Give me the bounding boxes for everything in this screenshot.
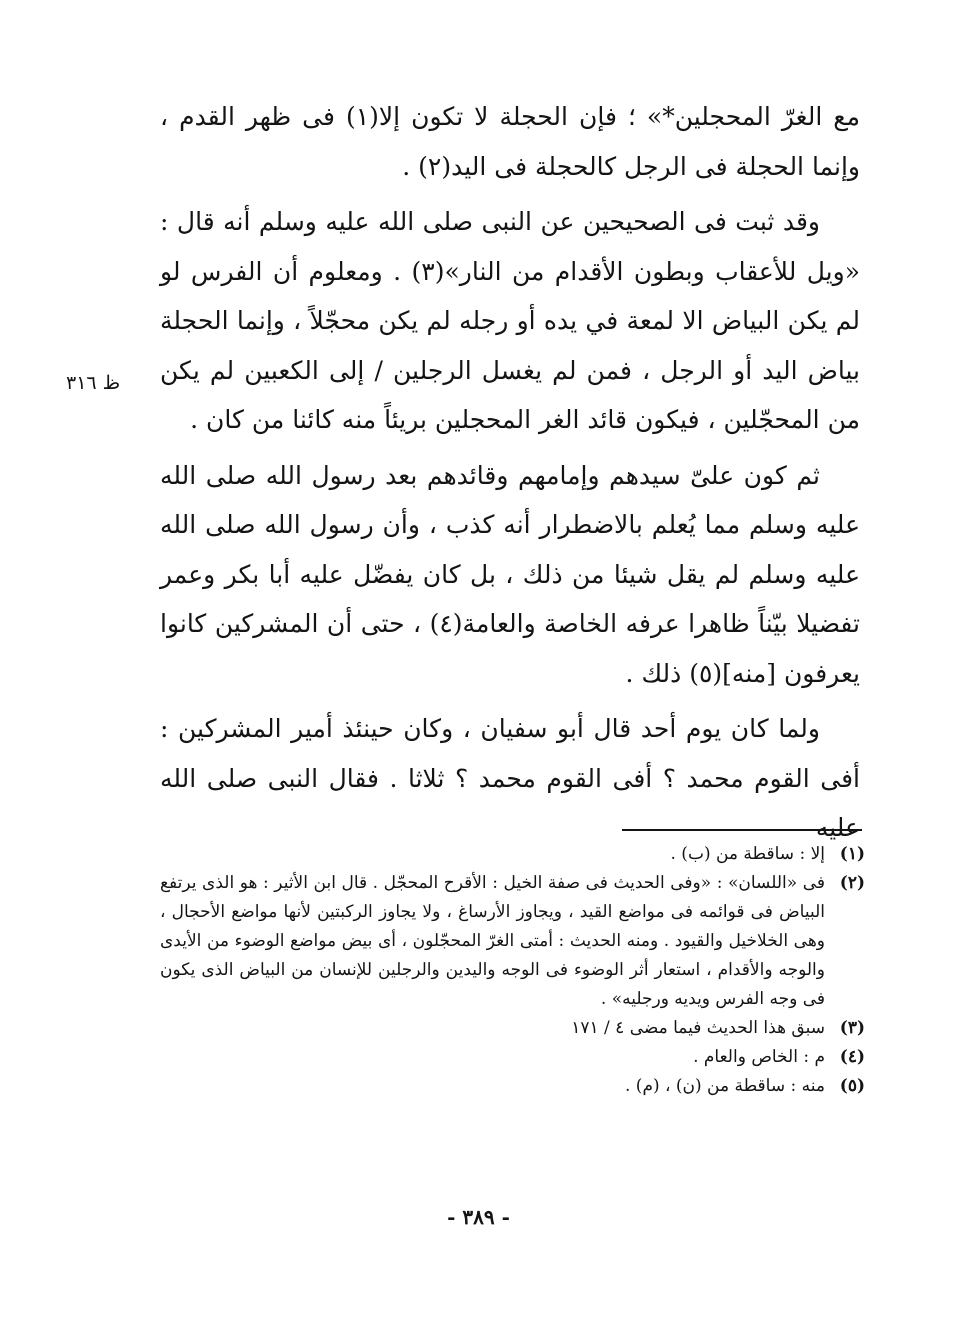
footnote-2: [160, 869, 865, 1014]
footnote-4: [160, 1043, 865, 1072]
footnote-divider: [622, 829, 862, 831]
paragraph-3: ثم كون علىّ سيدهم وإمامهم وقائدهم بعد رسول الله صلى الله عليه وسلم مما يُعلم بالاضطرار أنه كذب ، وأن رسول الله صلى الله عليه وسلم لم يقل شيئا من ذلك ، بل كان يفضّل عليه أبا بكر وعمر تفضيلا بيّناً ظاهرا عرفه الخاصة والعامة(٤) ، حتى أن المشركين كانوا يعرفون [منه](٥) ذلك .: [160, 460, 860, 688]
main-text: [160, 92, 860, 853]
footnotes: [160, 840, 865, 1101]
page-number: - ٣٨٩ -: [447, 1205, 510, 1229]
paragraph-2: وقد ثبت فى الصحيحين عن النبى صلى الله عليه وسلم أنه قال : «ويل للأعقاب وبطون الأقدام من النار»(٣) . ومعلوم أن الفرس لو لم يكن البياض الا لمعة في يده أو رجله لم يكن محجّلاً ، وإنما الحجلة بياض اليد أو الرجل ، فمن لم يغسل الرجلين / إلى الكعبين لم يكن من المحجّلين ، فيكون قائد الغر المحجلين بريئاً منه كائنا من كان .: [160, 207, 860, 434]
footnote-text: م : الخاص والعام .: [693, 1047, 825, 1067]
footnote-text: فى «اللسان» : «وفى الحديث فى صفة الخيل : الأقرح المحجّل . قال ابن الأثير : هو الذى يرتفع البياض فى قوائمه فى مواضع القيد ، ويجاوز الأرساغ ، ولا يجاوز الركبتين لأنها مواضع الأحجال ، وهى الخلاخيل والقيود . ومنه الحديث : أمتى الغرّ المحجّلون ، أى بيض مواضع الوضوء من الأيدى والوجه والأقدام ، استعار أثر الوضوء فى الوجه واليدين والرجلين للإنسان من البياض الذى يكون فى وجه الفرس ويديه ورجليه» .: [160, 873, 825, 1009]
footnote-text: سبق هذا الحديث فيما مضى ٤ / ١٧١: [571, 1018, 825, 1038]
footnote-number: (٥): [839, 1076, 865, 1096]
footnote-number: (٢): [839, 873, 865, 893]
footnote-number: (٣): [839, 1018, 865, 1038]
footnote-text: منه : ساقطة من (ن) ، (م) .: [625, 1076, 825, 1096]
manuscript-folio-note: ظ ٣١٦: [66, 372, 121, 394]
footnote-number: (١): [839, 844, 865, 864]
footnote-3: [160, 1014, 865, 1043]
footnote-1: [160, 840, 865, 869]
footnote-5: [160, 1072, 865, 1101]
footnote-text: إلا : ساقطة من (ب) .: [670, 844, 825, 864]
paragraph-4: ولما كان يوم أحد قال أبو سفيان ، وكان حينئذ أمير المشركين : أفى القوم محمد ؟ أفى القوم محمد ؟ ثلاثا . فقال النبى صلى الله عليه: [160, 714, 860, 842]
footnote-number: (٤): [839, 1047, 865, 1067]
paragraph-1: مع الغرّ المحجلين*» ؛ فإن الحجلة لا تكون إلا(١) فى ظهر القدم ، وإنما الحجلة فى الرجل كالحجلة فى اليد(٢) .: [160, 102, 860, 181]
